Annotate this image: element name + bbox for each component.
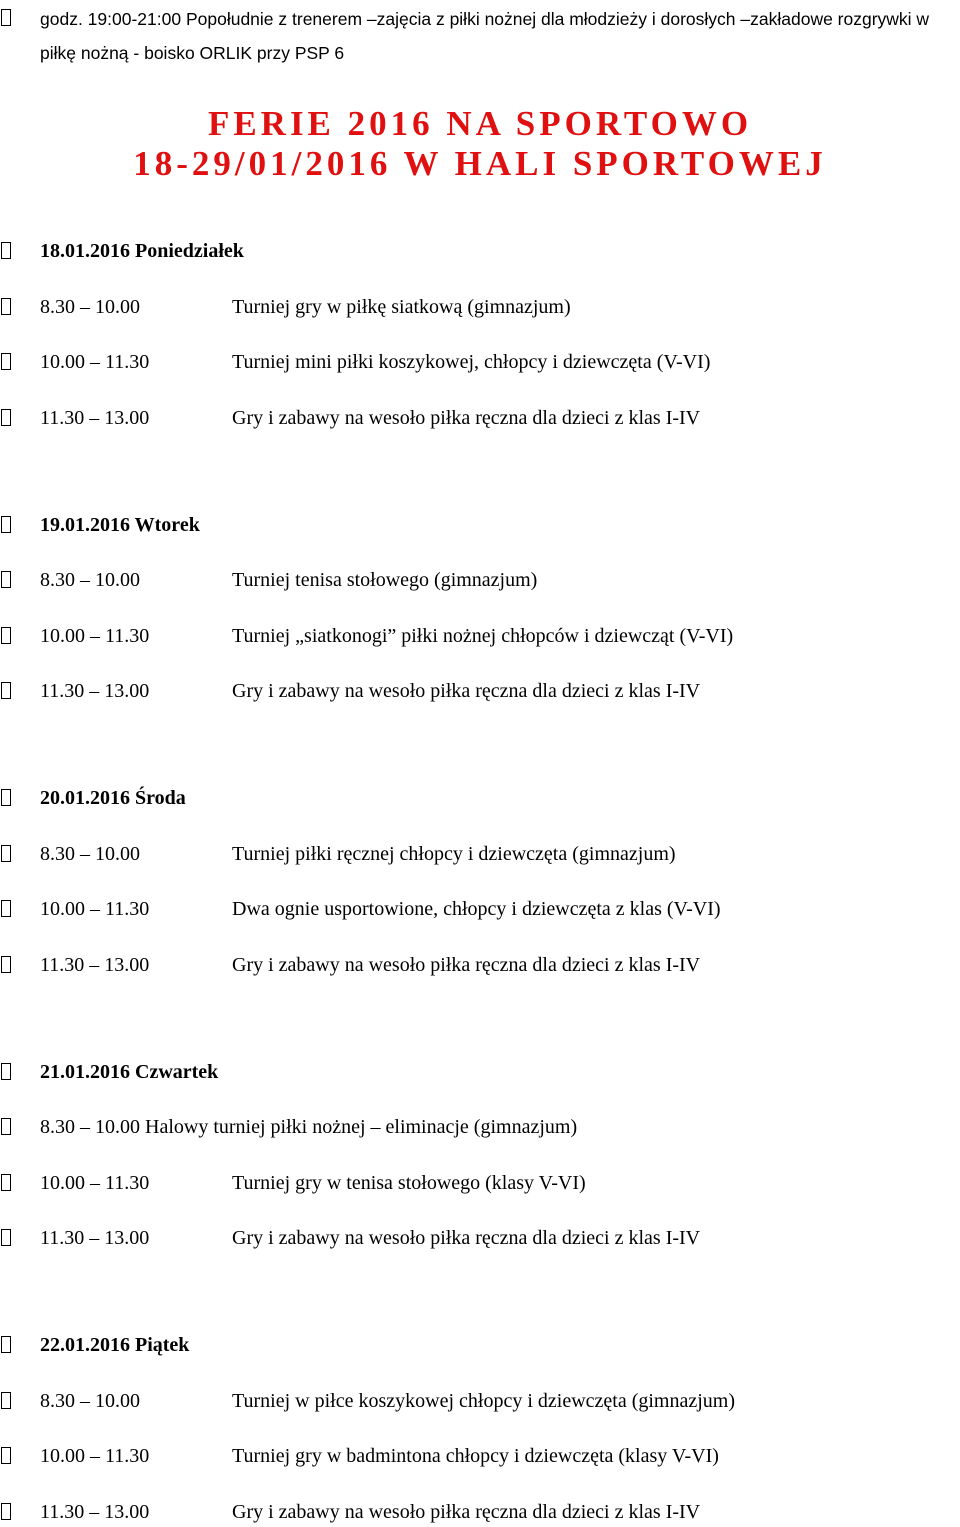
schedule-item <box>0 1441 960 1471</box>
day-heading <box>0 1330 960 1360</box>
bullet-glyph-icon <box>1 1174 11 1191</box>
schedule-item <box>0 347 960 377</box>
bullet-glyph-icon <box>1 627 11 644</box>
bullet-glyph-icon <box>1 1229 11 1246</box>
bullet-glyph-icon <box>1 409 11 426</box>
event-description: Turniej piłki ręcznej chłopcy i dziewczęta (gimnazjum) <box>232 842 676 865</box>
bullet-glyph-icon <box>1 1447 11 1464</box>
event-description: Turniej gry w badmintona chłopcy i dziewczęta (klasy V-VI) <box>232 1445 719 1467</box>
event-description: Gry i zabawy na wesoło piłka ręczna dla dzieci z klas I-IV <box>232 953 701 976</box>
bullet-glyph-icon <box>1 1063 11 1080</box>
bullet-glyph-icon <box>1 789 11 806</box>
day-heading <box>0 1057 960 1087</box>
bullet-glyph-icon <box>1 956 11 973</box>
event-time: 10.00 – 11.30 <box>40 1445 150 1467</box>
schedule-item <box>0 621 960 651</box>
bullet-glyph-icon <box>1 9 11 26</box>
day-heading <box>0 510 960 540</box>
bullet-glyph-icon <box>1 682 11 699</box>
bullet-glyph-icon <box>1 900 11 917</box>
event-time: 11.30 – 13.00 <box>40 1227 150 1249</box>
event-time: 8.30 – 10.00 <box>40 1389 140 1412</box>
schedule-item <box>0 950 960 980</box>
schedule-item <box>0 839 960 869</box>
bullet-glyph-icon <box>1 353 11 370</box>
day-heading <box>0 783 960 813</box>
schedule-item <box>0 676 960 706</box>
day-heading <box>0 236 960 266</box>
intro-line: piłkę nożną - boisko ORLIK przy PSP 6 <box>40 43 345 63</box>
bullet-glyph-icon <box>1 516 11 533</box>
event-time: 11.30 – 13.00 <box>40 953 150 976</box>
schedule-item <box>0 1386 960 1416</box>
bullet-glyph-icon <box>1 845 11 862</box>
event-time: 8.30 – 10.00 <box>40 842 140 865</box>
bullet-glyph-icon <box>1 571 11 588</box>
bullet-glyph-icon <box>1 242 11 259</box>
day-date: 21.01.2016 Czwartek <box>40 1060 219 1083</box>
schedule-item <box>0 1223 960 1253</box>
schedule-item <box>0 894 960 924</box>
event-time: 8.30 – 10.00 <box>40 295 140 318</box>
schedule-item <box>0 1168 960 1198</box>
title-line: 18-29/01/2016 W HALI SPORTOWEJ <box>133 144 827 183</box>
event-description: Turniej mini piłki koszykowej, chłopcy i dziewczęta (V-VI) <box>232 351 711 373</box>
event-description: Gry i zabawy na wesoło piłka ręczna dla dzieci z klas I-IV <box>232 680 701 702</box>
schedule-item <box>0 1112 960 1142</box>
title-line: FERIE 2016 NA SPORTOWO <box>207 104 753 143</box>
event-time: 10.00 – 11.30 <box>40 624 150 647</box>
event-time: 10.00 – 11.30 <box>40 351 150 373</box>
schedule-item <box>0 565 960 595</box>
event-description: Turniej gry w tenisa stołowego (klasy V-VI) <box>232 1171 586 1194</box>
event-description: Turniej „siatkonogi” piłki nożnej chłopców i dziewcząt (V-VI) <box>232 624 734 647</box>
bullet-glyph-icon <box>1 1392 11 1409</box>
event-description: Turniej gry w piłkę siatkową (gimnazjum) <box>232 295 571 318</box>
event-description: Gry i zabawy na wesoło piłka ręczna dla dzieci z klas I-IV <box>232 1500 701 1523</box>
schedule-item <box>0 403 960 433</box>
event-time: 8.30 – 10.00 <box>40 569 140 591</box>
intro-paragraph <box>40 2 955 70</box>
page-title <box>0 104 960 184</box>
event-description: Dwa ognie usportowione, chłopcy i dziewczęta z klas (V-VI) <box>232 898 721 920</box>
bullet-glyph-icon <box>1 298 11 315</box>
event-description: Turniej w piłce koszykowej chłopcy i dziewczęta (gimnazjum) <box>232 1389 735 1412</box>
event-time: 11.30 – 13.00 <box>40 1500 150 1523</box>
event-description: Gry i zabawy na wesoło piłka ręczna dla dzieci z klas I-IV <box>232 406 701 429</box>
schedule-item <box>0 1497 960 1527</box>
bullet-glyph-icon <box>1 1503 11 1520</box>
day-date: 20.01.2016 Środa <box>40 787 186 809</box>
day-date: 18.01.2016 Poniedziałek <box>40 240 244 262</box>
event-time: 11.30 – 13.00 <box>40 406 150 429</box>
intro-line: godz. 19:00-21:00 Popołudnie z trenerem –zajęcia z piłki nożnej dla młodzieży i dorosłych –zakładowe rozgrywki w <box>40 9 930 29</box>
event-time: 11.30 – 13.00 <box>40 680 150 702</box>
bullet-glyph-icon <box>1 1118 11 1135</box>
schedule-item <box>0 292 960 322</box>
day-date: 22.01.2016 Piątek <box>40 1334 190 1356</box>
event-time: 10.00 – 11.30 <box>40 898 150 920</box>
event-text: 8.30 – 10.00 Halowy turniej piłki nożnej – eliminacje (gimnazjum) <box>40 1116 578 1138</box>
event-description: Gry i zabawy na wesoło piłka ręczna dla dzieci z klas I-IV <box>232 1227 701 1249</box>
event-time: 10.00 – 11.30 <box>40 1171 150 1194</box>
day-date: 19.01.2016 Wtorek <box>40 513 200 536</box>
event-description: Turniej tenisa stołowego (gimnazjum) <box>232 569 538 591</box>
bullet-glyph-icon <box>1 1336 11 1353</box>
